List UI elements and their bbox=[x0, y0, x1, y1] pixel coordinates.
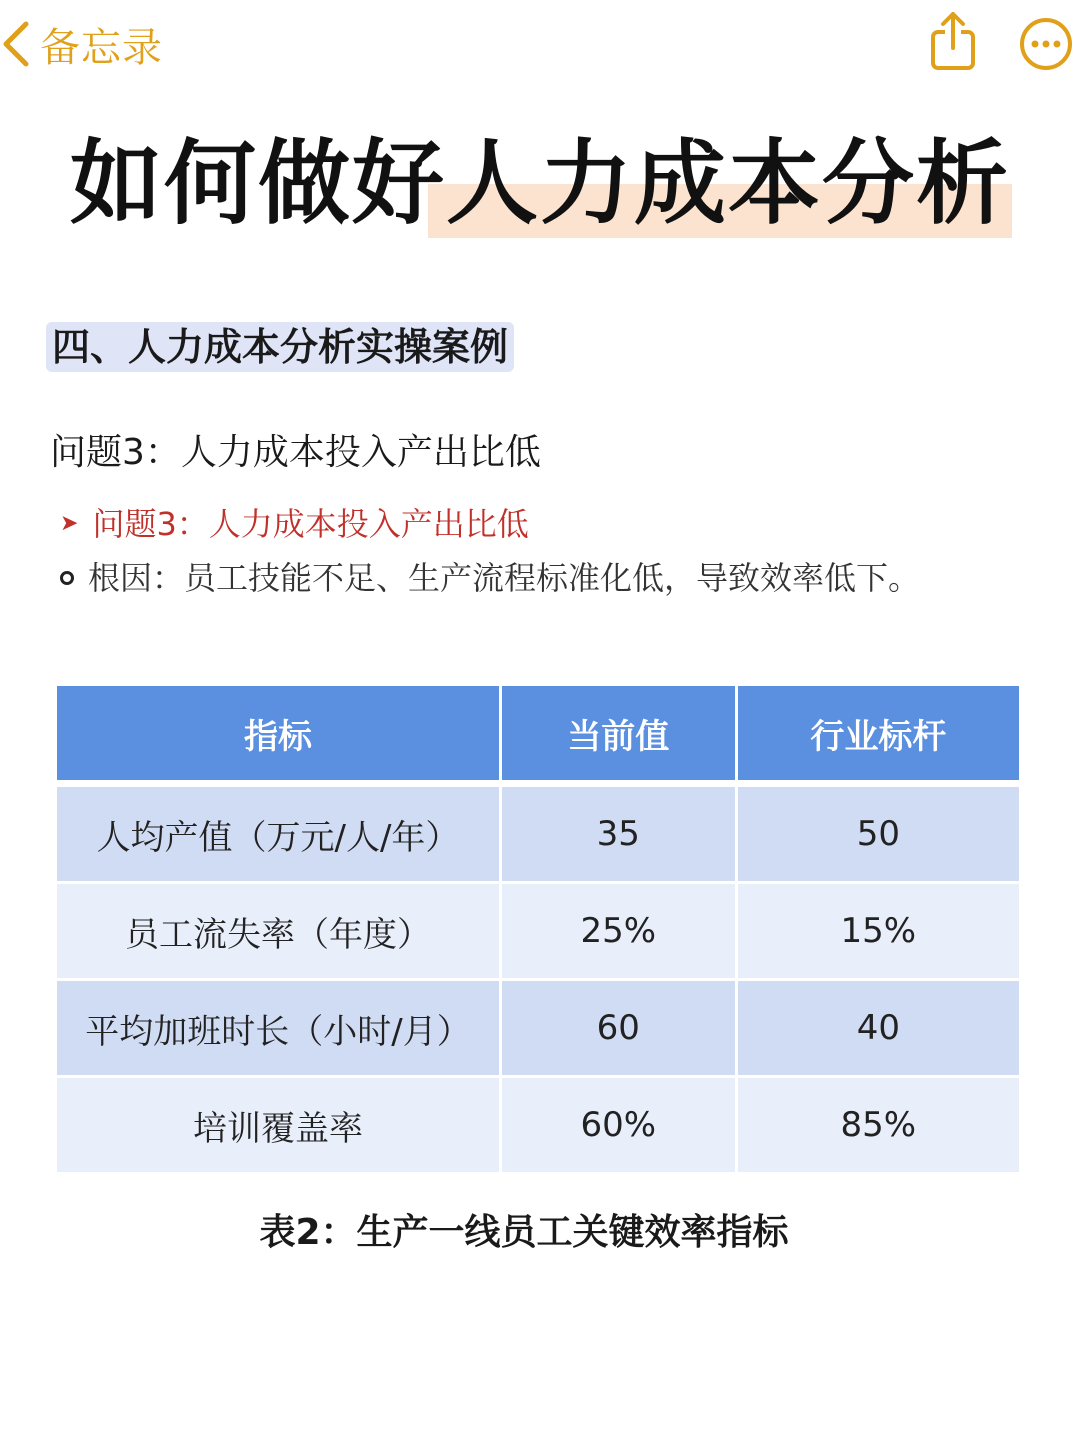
title-block bbox=[0, 128, 1080, 248]
top-nav-bar bbox=[0, 0, 1080, 90]
arrow-bullet-icon: ➤ bbox=[60, 511, 79, 536]
header-cell: 行业标杆 bbox=[738, 686, 1019, 780]
back-button[interactable] bbox=[0, 14, 163, 74]
table-cell: 85% bbox=[738, 1075, 1019, 1172]
table-cell: 员工流失率（年度） bbox=[57, 881, 502, 978]
table-row bbox=[57, 881, 1019, 978]
section-heading: 四、人力成本分析实操案例 bbox=[46, 322, 514, 372]
table-cell: 15% bbox=[738, 881, 1019, 978]
table-header-row bbox=[57, 686, 1019, 780]
table-cell: 35 bbox=[502, 780, 738, 881]
table-row bbox=[57, 780, 1019, 881]
table-cell: 60 bbox=[502, 978, 738, 1075]
problem-text: 问题3：人力成本投入产出比低 bbox=[92, 505, 529, 543]
root-cause-bullet bbox=[60, 556, 920, 600]
back-label: 备忘录 bbox=[40, 24, 163, 71]
table-cell: 25% bbox=[502, 881, 738, 978]
table-cell: 40 bbox=[738, 978, 1019, 1075]
table-cell: 60% bbox=[502, 1075, 738, 1172]
question-text: 问题3：人力成本投入产出比低 bbox=[50, 432, 541, 473]
efficiency-table bbox=[57, 686, 1019, 1172]
table-row bbox=[57, 1075, 1019, 1172]
table-cell: 平均加班时长（小时/月） bbox=[57, 978, 502, 1075]
circle-bullet-icon bbox=[60, 571, 74, 585]
root-cause-text: 根因：员工技能不足、生产流程标准化低，导致效率低下。 bbox=[88, 559, 921, 597]
page-title: 如何做好人力成本分析 bbox=[69, 130, 1010, 237]
table-row bbox=[57, 978, 1019, 1075]
table-cell: 人均产值（万元/人/年） bbox=[57, 780, 502, 881]
share-button[interactable] bbox=[928, 10, 980, 72]
share-icon bbox=[928, 57, 980, 76]
table-caption: 表2：生产一线员工关键效率指标 bbox=[259, 1212, 789, 1253]
more-icon bbox=[1018, 57, 1074, 76]
table-cell: 50 bbox=[738, 780, 1019, 881]
header-cell: 当前值 bbox=[502, 686, 738, 780]
table-cell: 培训覆盖率 bbox=[57, 1075, 502, 1172]
chevron-left-icon bbox=[0, 20, 30, 68]
more-button[interactable] bbox=[1018, 16, 1074, 72]
header-cell: 指标 bbox=[57, 686, 502, 780]
problem-bullet bbox=[60, 502, 529, 546]
